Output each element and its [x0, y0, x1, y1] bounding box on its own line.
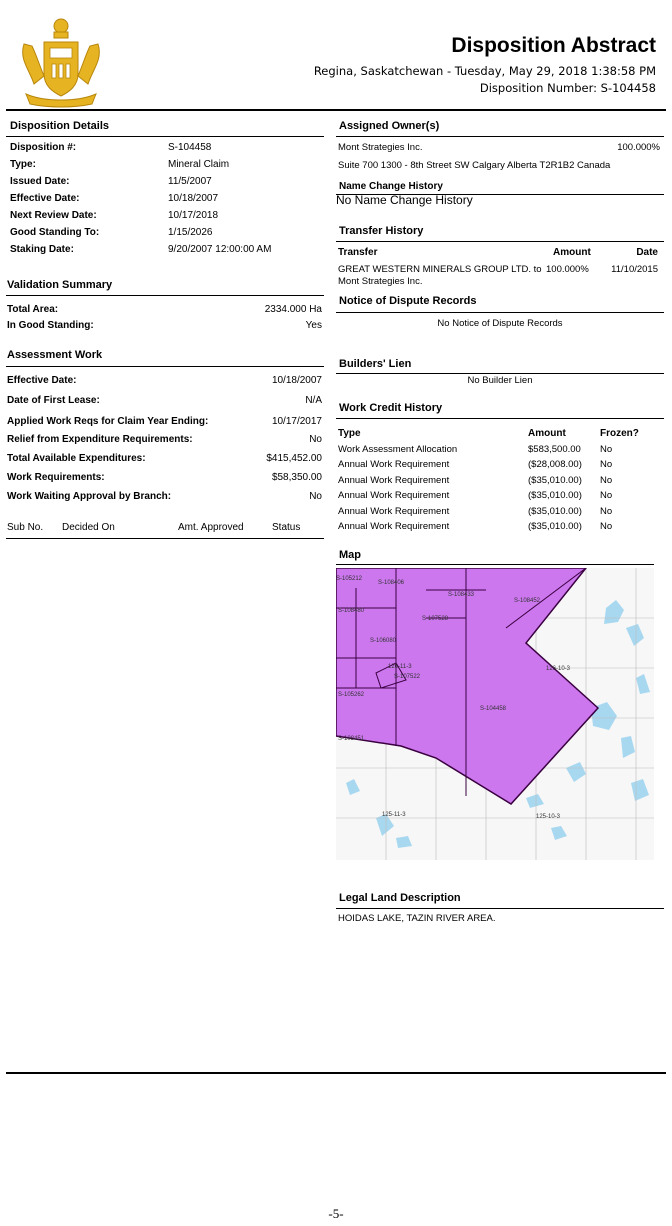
- map-label: S-108451: [338, 736, 365, 742]
- owner-name: Mont Strategies Inc.: [338, 142, 423, 153]
- detail-row: [10, 142, 324, 158]
- work-credit-row: [338, 459, 654, 474]
- column-header: Amount: [553, 247, 591, 258]
- assessment-row: [7, 416, 324, 432]
- detail-value: 1/15/2026: [168, 227, 213, 238]
- detail-row: [10, 159, 324, 175]
- page-title: Disposition Abstract: [451, 34, 656, 57]
- credit-type: Annual Work Requirement: [338, 521, 450, 532]
- detail-row: [10, 176, 324, 192]
- credit-type: Annual Work Requirement: [338, 459, 450, 470]
- work-credit-row: [338, 475, 654, 490]
- assessment-row: [7, 453, 324, 469]
- map-label: S-108480: [338, 608, 365, 614]
- credit-frozen: No: [600, 444, 613, 455]
- validation-label: In Good Standing:: [7, 320, 94, 331]
- validation-row: [7, 320, 324, 336]
- disposition-details-heading: Disposition Details: [10, 120, 110, 132]
- assessment-label: Date of First Lease:: [7, 395, 100, 406]
- claim-map[interactable]: [336, 568, 654, 860]
- map-label: S-105262: [338, 692, 365, 698]
- assessment-row: [7, 375, 324, 391]
- legal-land-heading: Legal Land Description: [339, 892, 461, 904]
- transfer-amount: 100.000%: [546, 264, 589, 275]
- detail-row: [10, 210, 324, 226]
- divider: [6, 136, 324, 137]
- credit-frozen: No: [600, 459, 613, 470]
- divider: [336, 418, 664, 419]
- column-header: Decided On: [62, 522, 115, 533]
- assessment-label: Work Waiting Approval by Branch:: [7, 491, 172, 502]
- assessment-value: 10/17/2017: [271, 416, 322, 427]
- map-label: S-107522: [394, 674, 421, 680]
- owner-percent: 100.000%: [617, 142, 660, 153]
- assessment-work-heading: Assessment Work: [7, 349, 103, 361]
- credit-frozen: No: [600, 506, 613, 517]
- owner-address: Suite 700 1300 - 8th Street SW Calgary Alberta T2R1B2 Canada: [338, 160, 611, 171]
- disposition-number-header: Disposition Number: S-104458: [479, 81, 656, 95]
- validation-value: 2334.000 Ha: [264, 304, 322, 315]
- transfer-history-heading: Transfer History: [339, 225, 424, 237]
- column-header: Amount: [528, 428, 566, 439]
- assessment-value: $58,350.00: [271, 472, 322, 483]
- map-label: 125-11-3: [382, 812, 406, 818]
- credit-amount: ($35,010.00): [528, 490, 582, 501]
- assessment-label: Work Requirements:: [7, 472, 105, 483]
- detail-value: 10/18/2007: [168, 193, 219, 204]
- detail-value: 11/5/2007: [168, 176, 212, 187]
- validation-summary-heading: Validation Summary: [7, 279, 113, 291]
- detail-value: 9/20/2007 12:00:00 AM: [168, 244, 272, 255]
- assessment-row: [7, 395, 324, 411]
- column-header: Sub No.: [7, 522, 44, 533]
- column-header: Date: [636, 247, 658, 258]
- assigned-owners-heading: Assigned Owner(s): [339, 120, 440, 132]
- builders-lien-heading: Builders' Lien: [339, 358, 412, 370]
- credit-frozen: No: [600, 521, 613, 532]
- transfer-date: 11/10/2015: [611, 264, 658, 275]
- detail-label: Staking Date:: [10, 244, 74, 255]
- credit-amount: ($35,010.00): [528, 506, 582, 517]
- map-label: S-105212: [336, 576, 363, 582]
- validation-value: Yes: [305, 320, 322, 331]
- work-credit-row: [338, 490, 654, 505]
- column-header: Transfer: [338, 247, 378, 258]
- credit-frozen: No: [600, 475, 613, 486]
- work-credit-row: [338, 444, 654, 459]
- detail-row: [10, 193, 324, 209]
- location-date: Regina, Saskatchewan - Tuesday, May 29, 2018 1:38:58 PM: [313, 64, 656, 78]
- validation-row: [7, 304, 324, 320]
- column-header: Type: [338, 428, 361, 439]
- assessment-label: Total Available Expenditures:: [7, 453, 146, 464]
- detail-value: S-104458: [168, 142, 212, 153]
- map-label: S-108433: [448, 592, 475, 598]
- footer-rule: [6, 1072, 666, 1074]
- map-label: S-107528: [422, 616, 449, 622]
- name-change-empty: No Name Change History: [336, 193, 473, 207]
- builders-lien-empty: No Builder Lien: [467, 375, 533, 386]
- dispute-empty: No Notice of Dispute Records: [437, 318, 563, 329]
- assessment-value: $415,452.00: [266, 453, 322, 464]
- detail-row: [10, 244, 324, 260]
- credit-frozen: No: [600, 490, 613, 501]
- credit-type: Annual Work Requirement: [338, 506, 450, 517]
- detail-label: Effective Date:: [10, 193, 80, 204]
- credit-amount: ($28,008.00): [528, 459, 582, 470]
- divider: [6, 295, 324, 296]
- assessment-label: Applied Work Reqs for Claim Year Ending:: [7, 416, 209, 427]
- assessment-label: Relief from Expenditure Requirements:: [7, 434, 193, 445]
- assessment-row: [7, 491, 324, 507]
- detail-value: 10/17/2018: [168, 210, 219, 221]
- work-credit-header-row: [338, 428, 654, 443]
- assessment-value: No: [309, 491, 322, 502]
- transfer-from: GREAT WESTERN MINERALS GROUP LTD. to: [338, 264, 542, 275]
- assessment-row: [7, 472, 324, 488]
- assessment-label: Effective Date:: [7, 375, 77, 386]
- name-change-heading: Name Change History: [339, 181, 443, 192]
- column-header: Frozen?: [600, 428, 639, 439]
- assessment-row: [7, 434, 324, 450]
- map-label: 126-10-3: [546, 666, 571, 672]
- work-credit-row: [338, 506, 654, 521]
- work-credit-heading: Work Credit History: [339, 402, 443, 414]
- legal-land-text: HOIDAS LAKE, TAZIN RIVER AREA.: [338, 913, 496, 924]
- transfer-to: Mont Strategies Inc.: [338, 276, 423, 287]
- assessment-columns-header: [7, 522, 324, 538]
- detail-label: Next Review Date:: [10, 210, 97, 221]
- credit-type: Annual Work Requirement: [338, 490, 450, 501]
- column-header: Status: [272, 522, 301, 533]
- map-label: S-104458: [480, 706, 507, 712]
- credit-amount: ($35,010.00): [528, 521, 582, 532]
- assessment-value: N/A: [305, 395, 322, 406]
- divider: [336, 136, 664, 137]
- map-label: S-108406: [378, 580, 405, 586]
- map-heading: Map: [339, 549, 361, 561]
- credit-amount: ($35,010.00): [528, 475, 582, 486]
- assessment-value: No: [309, 434, 322, 445]
- divider: [336, 564, 654, 565]
- page-number: -5-: [328, 1206, 344, 1221]
- detail-row: [10, 227, 324, 243]
- detail-label: Type:: [10, 159, 36, 170]
- divider: [336, 241, 664, 242]
- divider: [336, 312, 664, 313]
- divider: [6, 366, 324, 367]
- detail-label: Good Standing To:: [10, 227, 100, 238]
- map-label: S-106080: [370, 638, 397, 644]
- credit-type: Annual Work Requirement: [338, 475, 450, 486]
- left-column: [7, 120, 324, 540]
- dispute-heading: Notice of Dispute Records: [339, 295, 477, 307]
- header-rule: [6, 109, 666, 111]
- work-credit-row: [338, 521, 654, 536]
- detail-label: Issued Date:: [10, 176, 70, 187]
- saskatchewan-crest-logo: [14, 14, 108, 108]
- column-header: Amt. Approved: [178, 522, 244, 533]
- map-label: 125-10-3: [536, 814, 561, 820]
- divider: [336, 908, 664, 909]
- credit-amount: $583,500.00: [528, 444, 581, 455]
- detail-value: Mineral Claim: [168, 159, 230, 170]
- map-label: S-108452: [514, 598, 541, 604]
- credit-type: Work Assessment Allocation: [338, 444, 458, 455]
- divider: [6, 538, 324, 539]
- map-label: 126-11-3: [388, 664, 412, 670]
- assessment-value: 10/18/2007: [271, 375, 322, 386]
- detail-label: Disposition #:: [10, 142, 77, 153]
- divider: [336, 373, 664, 374]
- validation-label: Total Area:: [7, 304, 59, 315]
